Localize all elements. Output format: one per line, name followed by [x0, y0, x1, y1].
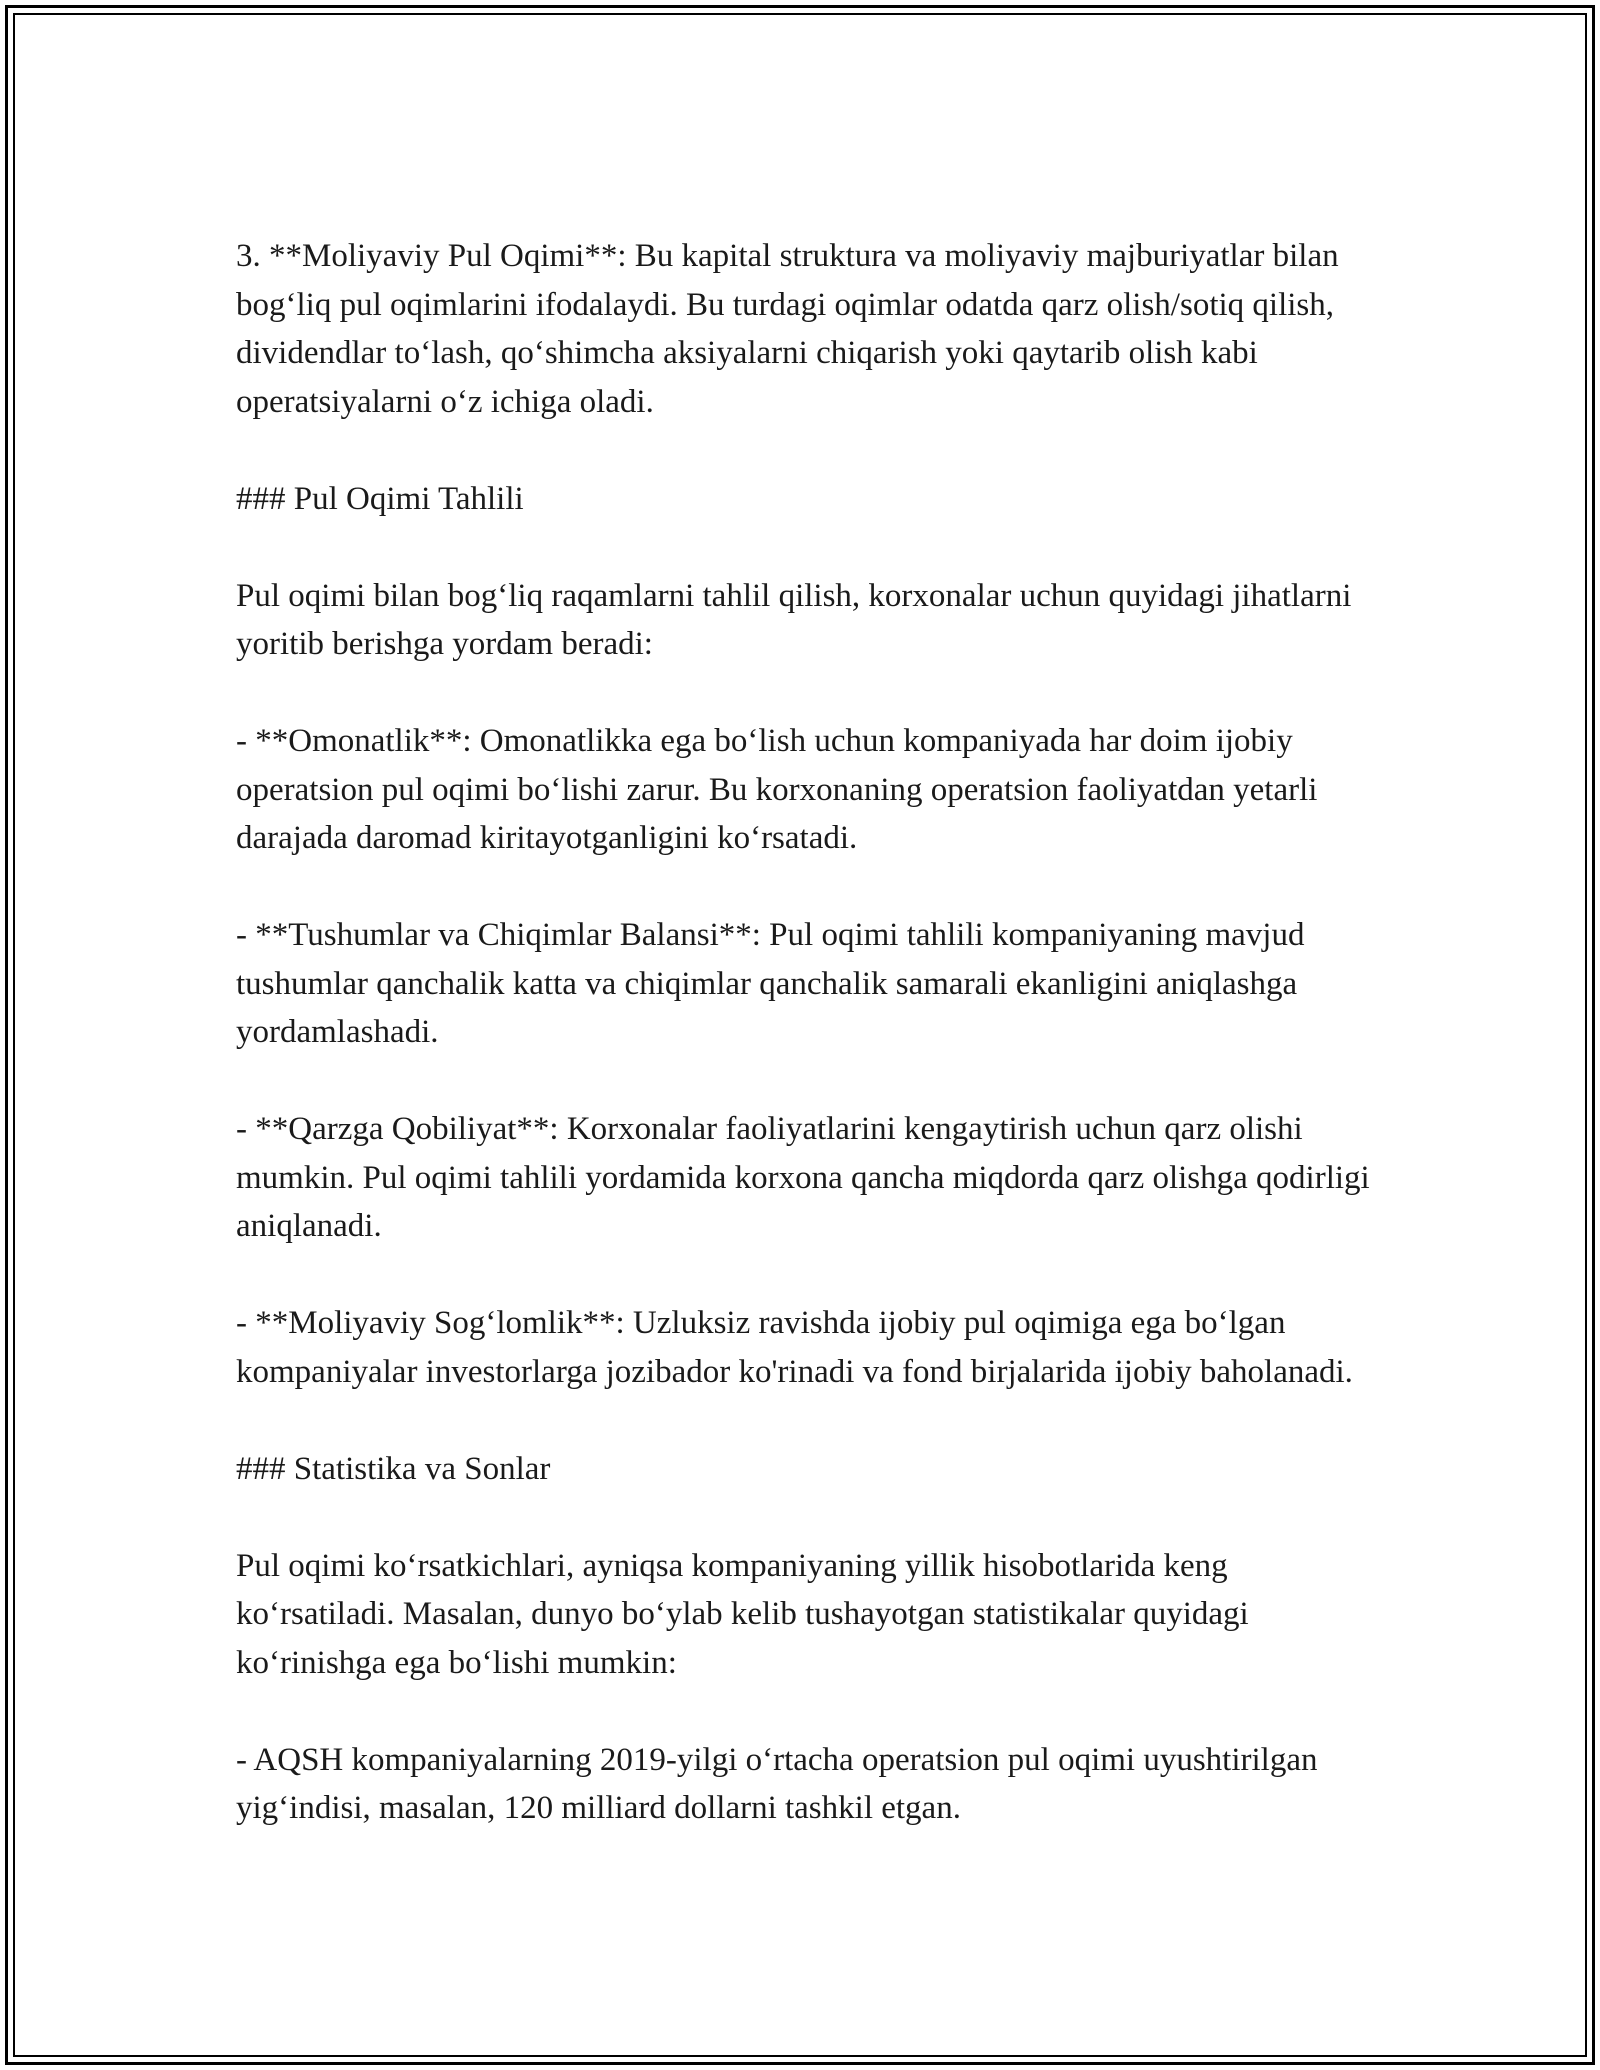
list-item-income-expense-balance: - **Tushumlar va Chiqimlar Balansi**: Pul oqimi tahlili kompaniyaning mavjud tushumlar qanchalik katta va chiqimlar qanchalik samarali ekanligini aniqlashga yordamlashadi.: [236, 917, 1305, 1050]
list-item-reliability: - **Omonatlik**: Omonatlikka ega bo‘lish uchun kompaniyada har doim ijobiy operatsion pul oqimi bo‘lishi zarur. Bu korxonaning operatsion faoliyatdan yetarli darajada daromad kiritayotganligini ko‘rsatadi.: [236, 723, 1318, 856]
heading-statistics: ### Statistika va Sonlar: [236, 1450, 551, 1487]
paragraph-analysis-intro: Pul oqimi bilan bog‘liq raqamlarni tahlil qilish, korxonalar uchun quyidagi jihatlarni yoritib berishga yordam beradi:: [236, 577, 1352, 662]
document-body: [236, 232, 1376, 1833]
list-item-borrowing-capacity: - **Qarzga Qobiliyat**: Korxonalar faoliyatlarini kengaytirish uchun qarz olishi mumkin. Pul oqimi tahlili yordamida korxona qancha miqdorda qarz olishga qodirligi aniqlanadi.: [236, 1111, 1370, 1244]
paragraph-financial-cash-flow: 3. **Moliyaviy Pul Oqimi**: Bu kapital struktura va moliyaviy majburiyatlar bilan bog‘liq pul oqimlarini ifodalaydi. Bu turdagi oqimlar odatda qarz olish/sotiq qilish, dividendlar to‘lash, qo‘shimcha aksiyalarni chiqarish yoki qaytarib olish kabi operatsiyalarni o‘z ichiga oladi.: [236, 238, 1339, 420]
heading-cash-flow-analysis: ### Pul Oqimi Tahlili: [236, 480, 524, 517]
list-item-usa-statistic: - AQSH kompaniyalarning 2019-yilgi o‘rtacha operatsion pul oqimi uyushtirilgan yig‘indisi, masalan, 120 milliard dollarni tashkil etgan.: [236, 1741, 1318, 1826]
paragraph-statistics-intro: Pul oqimi ko‘rsatkichlari, ayniqsa kompaniyaning yillik hisobotlarida keng ko‘rsatiladi. Masalan, dunyo bo‘ylab kelib tushayotgan statistikalar quyidagi ko‘rinishga ega bo‘lishi mumkin:: [236, 1547, 1249, 1681]
list-item-financial-health: - **Moliyaviy Sog‘lomlik**: Uzluksiz ravishda ijobiy pul oqimiga ega bo‘lgan kompaniyalar investorlarga jozibador ko'rinadi va fond birjalarida ijobiy baholanadi.: [236, 1305, 1353, 1390]
